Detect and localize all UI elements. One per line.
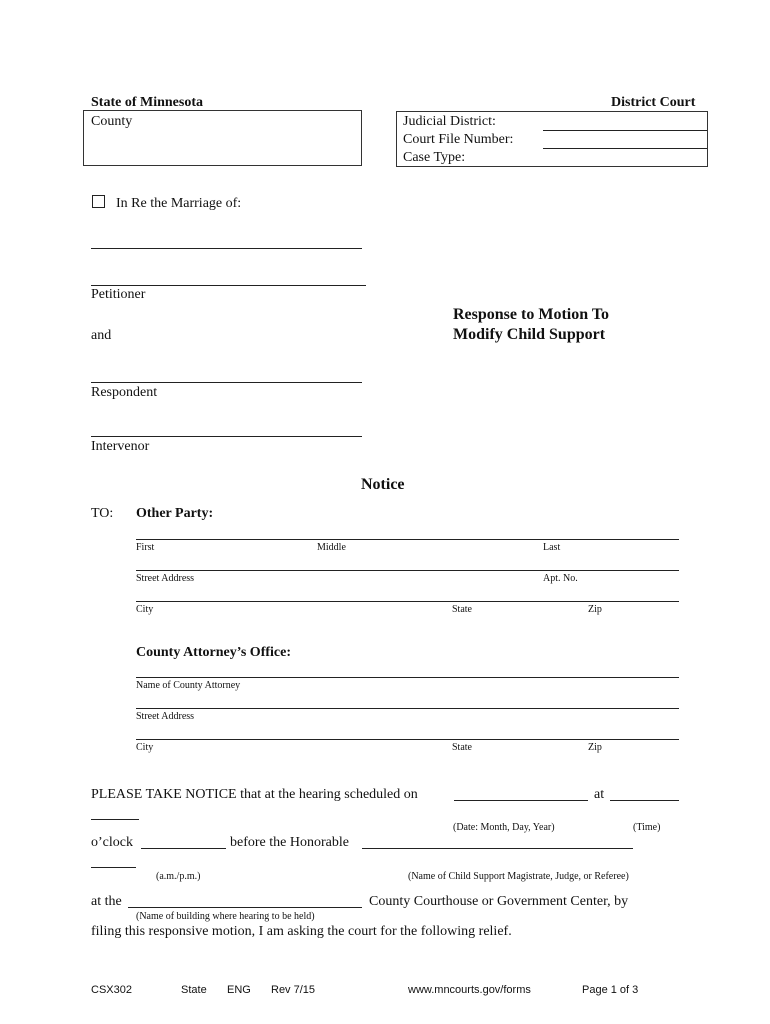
at-text: at bbox=[594, 787, 605, 802]
hearing-date-field[interactable] bbox=[454, 786, 588, 801]
building-name-field[interactable] bbox=[128, 893, 362, 908]
other-party-street-field[interactable] bbox=[136, 556, 679, 571]
form-code: CSX302 bbox=[91, 984, 132, 996]
oclock-text: o’clock bbox=[91, 835, 133, 850]
am-pm-hint: (a.m./p.m.) bbox=[156, 871, 201, 882]
page-number: Page 1 of 3 bbox=[582, 984, 639, 996]
ca-street-address-label: Street Address bbox=[136, 711, 195, 722]
first-name-label: First bbox=[136, 542, 155, 553]
case-type-label: Case Type: bbox=[403, 150, 466, 165]
county-attorney-heading: County Attorney’s Office: bbox=[136, 645, 292, 660]
ca-state-label: State bbox=[452, 742, 472, 753]
court-file-number-field[interactable] bbox=[543, 134, 707, 149]
magistrate-name-field[interactable] bbox=[362, 834, 633, 849]
footer-state: State bbox=[181, 984, 207, 996]
state-name: State of Minnesota bbox=[91, 95, 203, 110]
court-name: District Court bbox=[611, 95, 696, 110]
ca-zip-label: Zip bbox=[588, 742, 602, 753]
building-hint: (Name of building where hearing to be held) bbox=[136, 911, 315, 922]
hearing-time-continuation-line bbox=[91, 819, 139, 820]
am-pm-field[interactable] bbox=[141, 834, 226, 849]
state-label: State bbox=[452, 604, 472, 615]
judicial-district-label: Judicial District: bbox=[403, 114, 496, 129]
date-hint: (Date: Month, Day, Year) bbox=[453, 822, 555, 833]
at-the-text: at the bbox=[91, 894, 122, 909]
document-title-line2: Modify Child Support bbox=[453, 326, 606, 343]
county-attorney-name-field[interactable] bbox=[136, 663, 679, 678]
respondent-name-field[interactable] bbox=[91, 368, 362, 383]
petitioner-label: Petitioner bbox=[91, 287, 146, 302]
city-label: City bbox=[136, 604, 154, 615]
document-title-line1: Response to Motion To bbox=[453, 306, 610, 323]
ca-city-label: City bbox=[136, 742, 154, 753]
last-name-label: Last bbox=[543, 542, 561, 553]
notice-heading: Notice bbox=[361, 476, 405, 493]
zip-label: Zip bbox=[588, 604, 602, 615]
please-take-notice-text: PLEASE TAKE NOTICE that at the hearing scheduled on bbox=[91, 787, 418, 802]
time-hint: (Time) bbox=[633, 822, 661, 833]
respondent-label: Respondent bbox=[91, 385, 158, 400]
hearing-time-field[interactable] bbox=[610, 786, 679, 801]
to-label: TO: bbox=[91, 506, 114, 521]
petitioner-name-field[interactable] bbox=[91, 271, 366, 286]
party-name-field-1[interactable] bbox=[91, 234, 362, 249]
court-file-number-label: Court File Number: bbox=[403, 132, 514, 147]
other-party-heading: Other Party: bbox=[136, 506, 214, 521]
before-honorable-text: before the Honorable bbox=[230, 835, 349, 850]
courthouse-text: County Courthouse or Government Center, by bbox=[369, 894, 629, 909]
other-party-city-field[interactable] bbox=[136, 587, 679, 602]
footer-website[interactable]: www.mncourts.gov/forms bbox=[408, 984, 531, 996]
county-attorney-city-field[interactable] bbox=[136, 725, 679, 740]
and-label: and bbox=[91, 328, 112, 343]
apt-no-label: Apt. No. bbox=[543, 573, 578, 584]
footer-revision: Rev 7/15 bbox=[271, 984, 316, 996]
intervenor-name-field[interactable] bbox=[91, 422, 362, 437]
county-attorney-street-field[interactable] bbox=[136, 694, 679, 709]
footer-language: ENG bbox=[227, 984, 251, 996]
county-box[interactable] bbox=[83, 110, 362, 166]
marriage-label: In Re the Marriage of: bbox=[116, 196, 242, 211]
magistrate-hint: (Name of Child Support Magistrate, Judge, or Referee) bbox=[408, 871, 629, 882]
filing-text: filing this responsive motion, I am asking the court for the following relief. bbox=[91, 924, 512, 939]
marriage-checkbox[interactable] bbox=[92, 195, 105, 208]
am-pm-continuation-line bbox=[91, 867, 136, 868]
county-attorney-name-label: Name of County Attorney bbox=[136, 680, 241, 691]
judicial-district-field[interactable] bbox=[543, 116, 707, 131]
other-party-name-field[interactable] bbox=[136, 525, 679, 540]
intervenor-label: Intervenor bbox=[91, 439, 150, 454]
county-label: County bbox=[91, 114, 133, 129]
middle-name-label: Middle bbox=[317, 542, 346, 553]
street-address-label: Street Address bbox=[136, 573, 195, 584]
